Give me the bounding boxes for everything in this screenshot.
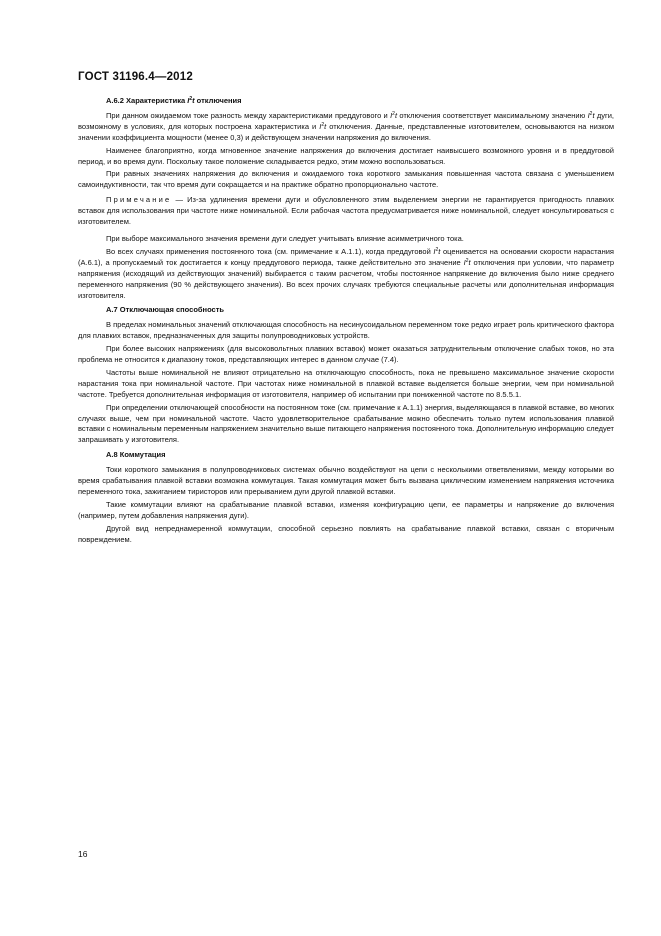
section-a7-heading: А.7 Отключающая способность [106, 305, 225, 315]
section-a62-paragraph-4: При выборе максимального значения времени дуги следует учитывать влияние асимметричного тока. [106, 233, 464, 243]
section-a7-paragraph-1: В пределах номинальных значений отключающая способность на несинусоидальном переменном токе редко играет роль критического фактора для плавких вставок, предназначенных для защиты полупроводниковых устройств. [78, 320, 614, 341]
section-a62-heading: А.6.2 Характеристика $I^2t$ отключения [106, 95, 242, 105]
section-a8-paragraph-3: Другой вид непреднамеренной коммутации, способной серьезно повлиять на срабатывание плавкой вставки, связан с вторичным повреждением. [78, 523, 614, 544]
section-a8-paragraph-2: Такие коммутации влияют на срабатывание плавкой вставки, изменяя конфигурацию цепи, ее параметры и напряжение до включения (например, путем добавления напряжения дуги). [78, 499, 614, 520]
page-number: 16 [78, 849, 88, 859]
document-body [78, 96, 614, 548]
section-a7-paragraph-2: При более высоких напряжениях (для высоковольтных плавких вставок) может оказаться затруднительным отключение слабых токов, но эта проблема не относится к диапазону токов, представляющих интерес в данном случае (7.4). [78, 344, 614, 365]
section-a7-paragraph-4: При определении отключающей способности на постоянном токе (см. примечание к А.1.1) энергия, выделяющаяся в плавкой вставке, во многих случаях выше, чем при номинальной частоте. Часто удовлетворительное срабатывание можно обеспечить только путем использования плавкой вставки с номинальным переменным напряжением значительно выше питающего напряжения постоянного тока. Дополнительную информацию следует запрашивать у изготовителя. [78, 402, 614, 445]
section-a62-note: Примечание — Из-за удлинения времени дуги и обусловленного этим выделением энергии не гарантируется пригодность плавких вставок для использования при частоте ниже номинальной. Если рабочая частота предусматривается ниже номинальной, следует консультироваться с изготовителем. [78, 195, 614, 227]
standard-header: ГОСТ 31196.4—2012 [78, 71, 193, 83]
section-a8-paragraph-1: Токи короткого замыкания в полупроводниковых системах обычно воздействуют на цепи с несколькими ответвлениями, между которыми во время срабатывания плавкой вставки возможна коммутация. Такая коммутация может быть вызвана циклическим изменением напряжения источника переменного тока, зажиганием тиристоров или прерыванием дуги другой плавкой вставки. [78, 465, 614, 496]
note-label: Примечание [106, 195, 172, 205]
section-a62-paragraph-5: Во всех случаях применения постоянного тока (см. примечание к А.1.1), когда преддуговой $I^2t$ оценивается на основании скорости нарастания (А.6.1), а пропускаемый ток достигается к концу преддугового периода, также действительно это значение $I^2t$ отключения при условии, что параметр напряжения (исходящий из действующих значений) выбирается с таким расчетом, чтобы постоянное напряжение до включения было ниже среднего переменного напряжения (90 % действующего значения). Во всех прочих случаях требуются специальные расчеты или дополнительная информация изготовителя. [78, 246, 614, 300]
section-a8-heading: А.8 Коммутация [106, 450, 166, 460]
section-a62-paragraph-1: При данном ожидаемом токе разность между характеристиками преддугового и $I^2t$ отключения соответствует максимальному значению $I^2t$ дуги, возможному в условиях, для которых построена характеристика и $I^2t$ отключения. Данные, представленные изготовителем, основываются на низком значении коэффициента мощности (менее 0,3) и действующем значении напряжения до включения. [78, 110, 614, 142]
section-a62-paragraph-3: При равных значениях напряжения до включения и ожидаемого тока короткого замыкания повышенная частота связана с уменьшением самоиндуктивности, так что время дуги сокращается и на практике обратно пропорционально частоте. [78, 169, 614, 190]
section-a62-paragraph-2: Наименее благоприятно, когда мгновенное значение напряжения до включения достигает наивысшего возможного уровня и в преддуговой период, и во время дуги. Поскольку такое положение складывается редко, этим можно воспользоваться. [78, 145, 614, 166]
section-a7-paragraph-3: Частоты выше номинальной не влияют отрицательно на отключающую способность, пока не превышено максимальное значение скорости нарастания тока при номинальной частоте. При частотах ниже номинальной в плавкой вставке выделяется больше энергии, чем при номинальной частоте. Требуется дополнительная информация от изготовителя, например об испытании при пониженной частоте по 8.5.5.1. [78, 367, 614, 399]
